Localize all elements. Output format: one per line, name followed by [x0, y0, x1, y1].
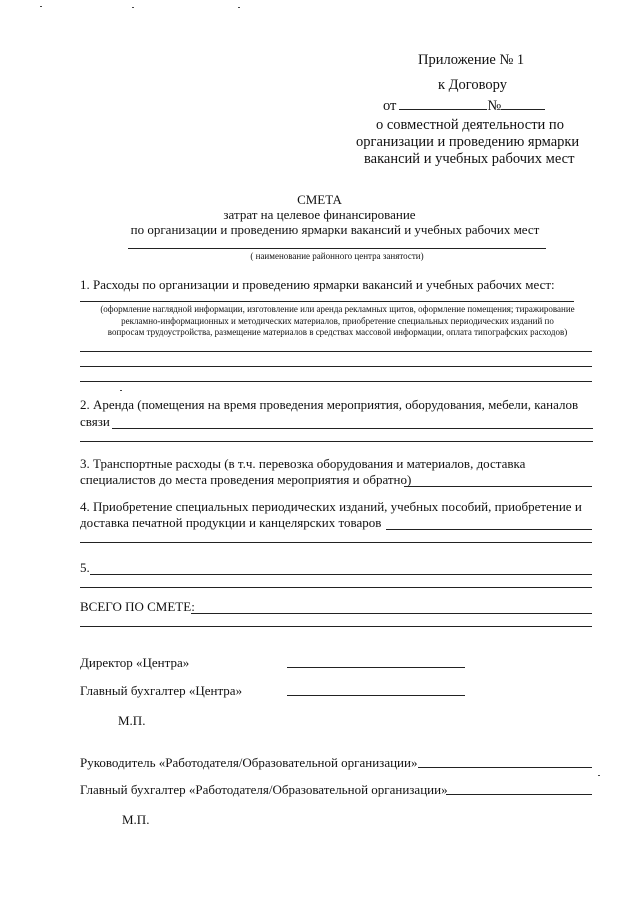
to-contract: к Договору	[438, 77, 507, 93]
scan-speck	[238, 7, 240, 8]
item-5-line	[90, 574, 592, 575]
item-2-label: 2. Аренда (помещения на время проведения мероприятия, оборудования, мебели, каналов	[80, 397, 579, 412]
item-3-label-cont: специалистов до места проведения мероприятия и обратно)	[80, 472, 412, 487]
employer-accountant-label: Главный бухгалтер «Работодателя/Образовательной организации»	[80, 782, 448, 797]
chief-accountant-signature-line	[287, 695, 465, 696]
scan-speck	[40, 6, 42, 7]
director-signature-line	[287, 667, 465, 668]
item-1-note-line: рекламно-информационных и методических материалов, приобретение специальных периодических изданий по	[121, 315, 554, 326]
item-1-note-line: вопросам трудоустройства, размещение материалов в средствах массовой информации, оплата типографских расходов)	[107, 327, 568, 337]
item-1-line	[80, 301, 574, 302]
item-4-blank-line	[80, 542, 592, 543]
item-4-line	[386, 529, 592, 530]
header-line-3: вакансий и учебных рабочих мест	[364, 151, 575, 167]
contract-number-blank	[501, 109, 545, 110]
item-2-blank-line	[80, 441, 593, 442]
total-line	[191, 613, 592, 614]
doc-title: СМЕТА	[297, 192, 342, 207]
item-5-blank-line	[80, 587, 592, 588]
item-4-label: 4. Приобретение специальных периодических изданий, учебных пособий, приобретение и	[80, 499, 582, 514]
item-3-line	[404, 486, 592, 487]
item-1-label: 1. Расходы по организации и проведению ярмарки вакансий и учебных рабочих мест:	[80, 277, 555, 292]
contract-date-blank	[399, 109, 487, 110]
chief-accountant-label: Главный бухгалтер «Центра»	[80, 683, 243, 698]
appendix-number: Приложение № 1	[418, 52, 525, 68]
item-2-label-cont: связи	[80, 414, 110, 429]
stamp-place-2: М.П.	[122, 812, 150, 827]
header-line-1: о совместной деятельности по	[376, 117, 564, 133]
director-label: Директор «Центра»	[80, 655, 190, 670]
item-3-label: 3. Транспортные расходы (в т.ч. перевозка оборудования и материалов, доставка	[80, 456, 526, 471]
item-1-blank-line	[80, 381, 592, 382]
stamp-place-1: М.П.	[118, 713, 146, 728]
item-1-blank-line	[80, 351, 592, 352]
scan-speck	[132, 7, 134, 8]
contract-date-number-line	[383, 98, 545, 115]
total-blank-line	[80, 626, 592, 627]
doc-subtitle-2: по организации и проведению ярмарки вакансий и учебных рабочих мест	[130, 222, 540, 237]
doc-subtitle-1: затрат на целевое финансирование	[223, 207, 416, 222]
center-name-line	[128, 248, 546, 249]
item-1-note-line: (оформление наглядной информации, изготовление или аренда рекламных щитов, оформление помещения; тиражирование	[100, 304, 575, 314]
item-1-note	[80, 304, 595, 339]
scan-speck	[120, 390, 122, 391]
total-label: ВСЕГО ПО СМЕТЕ:	[80, 599, 195, 614]
item-5-label: 5.	[80, 560, 90, 575]
center-name-caption: ( наименование районного центра занятости)	[250, 251, 424, 261]
from-label: от	[383, 98, 397, 114]
item-1-blank-line	[80, 366, 592, 367]
header-line-2: организации и проведению ярмарки	[356, 134, 580, 150]
item-2-line	[112, 428, 593, 429]
employer-head-label: Руководитель «Работодателя/Образовательной организации»	[80, 755, 418, 770]
scan-speck	[598, 775, 600, 776]
employer-accountant-signature-line	[446, 794, 592, 795]
number-label: №	[487, 98, 502, 114]
item-4-label-cont: доставка печатной продукции и канцелярских товаров	[80, 515, 382, 530]
employer-head-signature-line	[418, 767, 592, 768]
